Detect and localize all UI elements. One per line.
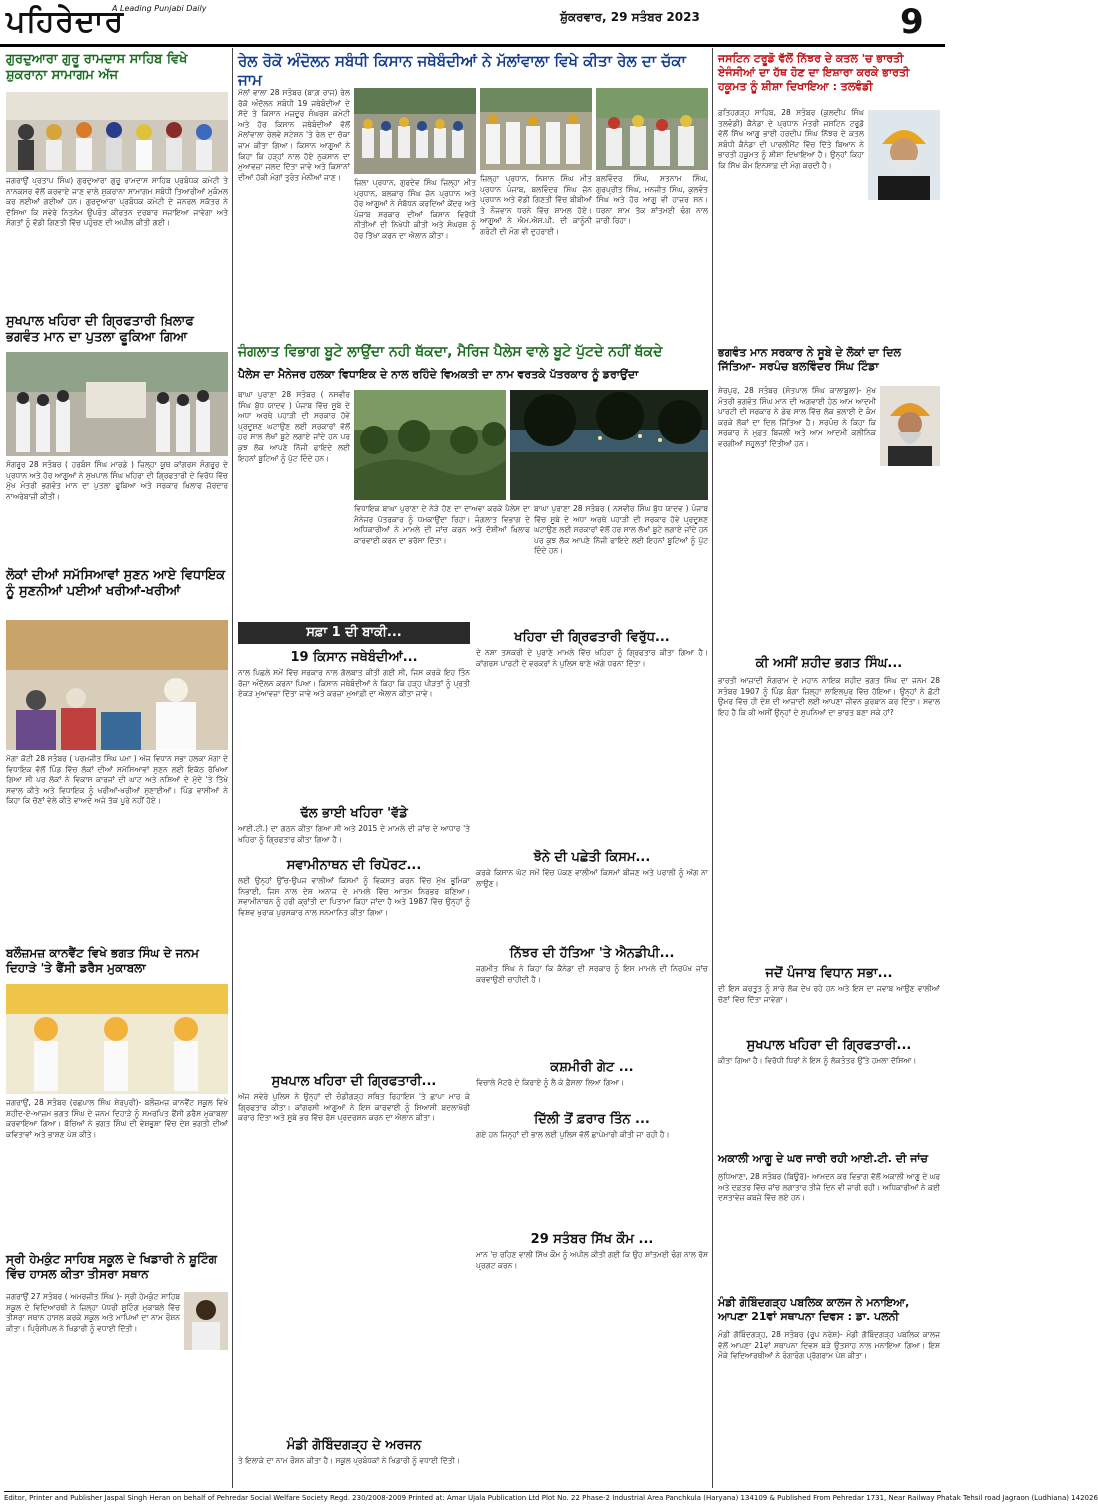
- article-mla-text: ਮੋਗਾ ਕੋਟੀ 28 ਸਤੰਬਰ ( ਪਰਮਜੀਤ ਸਿੰਘ ਪਮਾ ) ਅੱਜ ਵਿਧਾਨ ਸਭਾ ਹਲਕਾ ਮੋਗਾ ਦੇ ਵਿਧਾਇਕ ਵੱਲੋਂ ਪਿੰਡ ਵਿੱਚ ਲੋਕਾਂ ਦੀਆਂ ਸਮੱਸਿਆਵਾਂ ਸੁਣਨ ਲਈ ਇਕੱਠ ਰੱਖਿਆ ਗਿਆ ਸੀ ਪਰ ਲੋਕਾਂ ਨੇ ਵਿਕਾਸ ਕਾਰਜਾਂ ਦੀ ਘਾਟ ਅਤੇ ਨਸ਼ਿਆਂ ਦੇ ਮੁੱਦੇ 'ਤੇ ਤਿੱਖੇ ਸਵਾਲ ਕੀਤੇ ਅਤੇ ਵਿਧਾਇਕ ਨੂੰ ਖਰੀਆਂ-ਖਰੀਆਂ ਸੁਣਾਈਆਂ। ਪਿੰਡ ਵਾਸੀਆਂ ਨੇ ਕਿਹਾ ਕਿ ਚੋਣਾਂ ਵੇਲੇ ਕੀਤੇ ਵਾਅਦੇ ਅਜੇ ਤੱਕ ਪੂਰੇ ਨਹੀਂ ਹੋਏ।: [6, 754, 228, 806]
- headline-bhagat-singh: ਕੀ ਅਸੀਂ ਸ਼ਹੀਦ ਭਗਤ ਸਿੰਘ...: [755, 656, 903, 671]
- lead-text-col1: ਮੱਲਾਂ ਵਾਲਾ 28 ਸਤੰਬਰ (ਬਾਗ਼ ਰਾਜ) ਰੇਲ ਰੋਕੋ ਅੰਦੋਲਨ ਸਬੰਧੀ 19 ਜਥੇਬੰਦੀਆਂ ਦੇ ਸੱਦੇ ਤੇ ਕਿਸਾਨ ਮਜ਼ਦੂਰ ਸੰਘਰਸ਼ ਕਮੇਟੀ ਅਤੇ ਹੋਰ ਕਿਸਾਨ ਜਥੇਬੰਦੀਆਂ ਵੱਲੋਂ ਮੱਲਾਂਵਾਲਾ ਰੇਲਵੇ ਸਟੇਸ਼ਨ 'ਤੇ ਰੇਲ ਦਾ ਚੱਕਾ ਜਾਮ ਕੀਤਾ ਗਿਆ। ਕਿਸਾਨ ਆਗੂਆਂ ਨੇ ਕਿਹਾ ਕਿ ਹੜ੍ਹਾਂ ਨਾਲ ਹੋਏ ਨੁਕਸਾਨ ਦਾ ਮੁਆਵਜ਼ਾ ਜਲਦ ਦਿੱਤਾ ਜਾਵੇ ਅਤੇ ਕਿਸਾਨਾਂ ਦੀਆਂ ਹੱਕੀ ਮੰਗਾਂ ਤੁਰੰਤ ਮੰਨੀਆਂ ਜਾਣ।: [238, 88, 350, 182]
- masthead-tagline: A Leading Punjabi Daily: [112, 4, 207, 13]
- cont-text-khaira: ਆਈ.ਟੀ.) ਦਾ ਗਠਨ ਕੀਤਾ ਗਿਆ ਸੀ ਅਤੇ 2015 ਦੇ ਮਾਮਲੇ ਦੀ ਜਾਂਚ ਦੇ ਆਧਾਰ 'ਤੇ ਖਹਿਰਾ ਨੂੰ ਗ੍ਰਿਫਤਾਰ ਕੀਤਾ ਗਿਆ ਹੈ।: [238, 824, 470, 844]
- issue-date: ਸ਼ੁੱਕਰਵਾਰ, 29 ਸਤੰਬਰ 2023: [560, 10, 700, 24]
- cont-text-kashmiri-gate: ਵਿਚਾਲੇ ਮੈਟਰੋ ਦੇ ਕਿਰਾਏ ਨੂੰ ਲੈ ਕੇ ਫ਼ੈਸਲਾ ਲਿਆ ਗਿਆ।: [476, 1078, 625, 1087]
- cont-headline-farmers: 19 ਕਿਸਾਨ ਜਥੇਬੰਦੀਆਂ...: [290, 650, 418, 665]
- headline-effigy-burning: ਸੁਖਪਾਲ ਖਹਿਰਾ ਦੀ ਗ੍ਰਿਫਤਾਰੀ ਖ਼ਿਲਾਫ ਭਗਵੰਤ ਮਾਨ ਦਾ ਪੁਤਲਾ ਫੂਕਿਆ ਗਿਆ: [6, 314, 194, 346]
- forest-text-col1: ਬਾਘਾ ਪੁਰਾਣਾ 28 ਸਤੰਬਰ ( ਨਸਵੀਰ ਸਿੰਘ ਬੁੱਧ ਯਾਦਵ ) ਪੰਜਾਬ ਵਿੱਚ ਸੂਬੇ ਦੇ ਅਧਾ ਅਰਥੇ ਪਹਾੜੀ ਦੀ ਸਰਕਾਰ ਹੋਵੇ ਪ੍ਰਦੂਸ਼ਣ ਘਟਾਉਣ ਲਈ ਸਰਕਾਰਾਂ ਵੱਲੋਂ ਹਰ ਸਾਲ ਲੱਖਾਂ ਬੂਟੇ ਲਗਾਏ ਜਾਂਦੇ ਹਨ ਪਰ ਕੁਝ ਲੋਕ ਆਪਣੇ ਨਿੱਜੀ ਫਾਇਦੇ ਲਈ ਇਹਨਾਂ ਬੂਟਿਆਂ ਨੂੰ ਪੁੱਟ ਦਿੰਦੇ ਹਨ।: [238, 390, 350, 463]
- article-shooting-text: ਜਗਰਾਉਂ 27 ਸਤੰਬਰ ( ਅਮਰਜੀਤ ਸਿੰਘ )- ਸ੍ਰੀ ਹੇਮਕੁੰਟ ਸਾਹਿਬ ਸਕੂਲ ਦੇ ਵਿਦਿਆਰਥੀ ਨੇ ਜ਼ਿਲ੍ਹਾ ਪੱਧਰੀ ਸ਼ੂਟਿੰਗ ਮੁਕਾਬਲੇ ਵਿੱਚ ਤੀਸਰਾ ਸਥਾਨ ਹਾਸਲ ਕਰਕੇ ਸਕੂਲ ਅਤੇ ਮਾਪਿਆਂ ਦਾ ਨਾਮ ਰੌਸ਼ਨ ਕੀਤਾ। ਪ੍ਰਿੰਸੀਪਲ ਨੇ ਖਿਡਾਰੀ ਨੂੰ ਵਧਾਈ ਦਿੱਤੀ।: [6, 1292, 180, 1333]
- cont-headline-khaira-arrest: ਸੁਖਪਾਲ ਖਹਿਰਾ ਦੀ ਗ੍ਰਿਫਤਾਰੀ...: [271, 1074, 437, 1089]
- headline-fancy-dress: ਬਲੌਜ਼ਮਜ਼ ਕਾਨਵੈਂਟ ਵਿਖੇ ਭਗਤ ਸਿੰਘ ਦੇ ਜਨਮ ਦਿਹਾੜੇ 'ਤੇ ਫੈਂਸੀ ਡਰੈਸ ਮੁਕਾਬਲਾ: [6, 946, 199, 975]
- column-divider: [232, 48, 233, 1488]
- article-fancy-dress-text: ਜਗਰਾਉਂ, 28 ਸਤੰਬਰ (ਰਛਪਾਲ ਸਿੰਘ ਸ਼ੇਰਪੁਰੀ)- ਬਲੌਜ਼ਮਜ਼ ਕਾਨਵੈਂਟ ਸਕੂਲ ਵਿਖੇ ਸ਼ਹੀਦ-ਏ-ਆਜ਼ਮ ਭਗਤ ਸਿੰਘ ਦੇ ਜਨਮ ਦਿਹਾੜੇ ਨੂੰ ਸਮਰਪਿਤ ਫੈਂਸੀ ਡਰੈਸ ਮੁਕਾਬਲਾ ਕਰਵਾਇਆ ਗਿਆ। ਬੱਚਿਆਂ ਨੇ ਭਗਤ ਸਿੰਘ ਦੀ ਵੇਸ਼ਭੂਸ਼ਾ ਵਿੱਚ ਦੇਸ਼ ਭਗਤੀ ਦੀਆਂ ਕਵਿਤਾਵਾਂ ਅਤੇ ਭਾਸ਼ਣ ਪੇਸ਼ ਕੀਤੇ।: [6, 1098, 228, 1139]
- photo-fancy-dress: [6, 984, 228, 1094]
- cont-headline-kashmiri-gate: ਕਸ਼ਮੀਰੀ ਗੇਟ ...: [550, 1060, 634, 1075]
- cont-text-delhi-escape: ਗਏ ਹਨ ਜਿਨ੍ਹਾਂ ਦੀ ਭਾਲ ਲਈ ਪੁਲਿਸ ਵੱਲੋਂ ਛਾਪੇਮਾਰੀ ਕੀਤੀ ਜਾ ਰਹੀ ਹੈ।: [476, 1130, 670, 1139]
- lead-text-col2: ਜ਼ਿਲਾ ਪ੍ਰਧਾਨ, ਗੁਰਦੇਵ ਸਿੰਘ ਜ਼ਿਲ੍ਹਾ ਮੀਤ ਪ੍ਰਧਾਨ, ਬਲਕਾਰ ਸਿੰਘ ਜ਼ੋਨ ਪ੍ਰਧਾਨ ਅਤੇ ਹੋਰ ਆਗੂਆਂ ਨੇ ਸੰਬੋਧਨ ਕਰਦਿਆਂ ਕੇਂਦਰ ਅਤੇ ਪੰਜਾਬ ਸਰਕਾਰ ਦੀਆਂ ਕਿਸਾਨ ਵਿਰੋਧੀ ਨੀਤੀਆਂ ਦੀ ਨਿਖੇਧੀ ਕੀਤੀ ਅਤੇ ਸੰਘਰਸ਼ ਨੂੰ ਹੋਰ ਤਿੱਖਾ ਕਰਨ ਦਾ ਐਲਾਨ ਕੀਤਾ।: [354, 178, 476, 240]
- photo-sarpanch: [880, 386, 940, 466]
- continued-from-page1-banner: ਸਫ਼ਾ 1 ਦੀ ਬਾਕੀ...: [238, 622, 470, 644]
- cont-text-khaira-protest: ਦੇ ਨਸ਼ਾ ਤਸਕਰੀ ਦੇ ਪੁਰਾਣੇ ਮਾਮਲੇ ਵਿੱਚ ਖਹਿਰਾ ਨੂੰ ਗ੍ਰਿਫਤਾਰ ਕੀਤਾ ਗਿਆ ਹੈ। ਕਾਂਗਰਸ ਪਾਰਟੀ ਦੇ ਵਰਕਰਾਂ ਨੇ ਪੁਲਿਸ ਥਾਣੇ ਅੱਗੇ ਧਰਨਾ ਦਿੱਤਾ।: [476, 648, 708, 668]
- headline-khaira-right: ਸੁਖਪਾਲ ਖਹਿਰਾ ਦੀ ਗ੍ਰਿਫਤਾਰੀ...: [746, 1038, 912, 1053]
- photo-mla-gathering: [6, 620, 228, 750]
- headline-mla-questions: ਲੋਕਾਂ ਦੀਆਂ ਸਮੱਸਿਆਵਾਂ ਸੁਣਨ ਆਏ ਵਿਧਾਇਕ ਨੂੰ ਸੁਣਨੀਆਂ ਪਈਆਂ ਖਰੀਆਂ-ਖਰੀਆਂ: [6, 568, 226, 600]
- column-divider: [712, 48, 713, 1488]
- cont-text-nijjar-ndp: ਜਗਮੀਤ ਸਿੰਘ ਨੇ ਕਿਹਾ ਕਿ ਕੈਨੇਡਾ ਦੀ ਸਰਕਾਰ ਨੂੰ ਇਸ ਮਾਮਲੇ ਦੀ ਨਿਰਪੱਖ ਜਾਂਚ ਕਰਵਾਉਣੀ ਚਾਹੀਦੀ ਹੈ।: [476, 964, 708, 984]
- photo-forest-night: [510, 390, 708, 500]
- headline-college-foundation-day: ਮੰਡੀ ਗੋਬਿੰਦਗੜ੍ਹ ਪਬਲਿਕ ਕਾਲਜ ਨੇ ਮਨਾਇਆ, ਆਪਣਾ 21ਵਾਂ ਸਥਾਪਨਾ ਦਿਵਸ : ਡਾ. ਪਲਨੀ: [718, 1296, 910, 1323]
- cont-text-swaminathan: ਲਈ ਉਨ੍ਹਾਂ ਉੱਚ-ਉਪਜ ਵਾਲੀਆਂ ਕਿਸਮਾਂ ਨੂੰ ਵਿਕਸਤ ਕਰਨ ਵਿੱਚ ਮੁੱਖ ਭੂਮਿਕਾ ਨਿਭਾਈ, ਜਿਸ ਨਾਲ ਦੇਸ਼ ਅਨਾਜ ਦੇ ਮਾਮਲੇ ਵਿੱਚ ਆਤਮ ਨਿਰਭਰ ਬਣਿਆ। ਸਵਾਮੀਨਾਥਨ ਨੂੰ ਹਰੀ ਕ੍ਰਾਂਤੀ ਦਾ ਪਿਤਾਮਾ ਕਿਹਾ ਜਾਂਦਾ ਹੈ ਅਤੇ 1987 ਵਿੱਚ ਉਨ੍ਹਾਂ ਨੂੰ ਵਿਸ਼ਵ ਖੁਰਾਕ ਪੁਰਸਕਾਰ ਨਾਲ ਸਨਮਾਨਿਤ ਕੀਤਾ ਗਿਆ।: [238, 876, 470, 917]
- article-khaira-right-text: ਕੀਤਾ ਗਿਆ ਹੈ। ਵਿਰੋਧੀ ਧਿਰਾਂ ਨੇ ਇਸ ਨੂੰ ਲੋਕਤੰਤਰ ਉੱਤੇ ਹਮਲਾ ਦੱਸਿਆ।: [718, 1056, 917, 1065]
- photo-gurdwara-meeting: [6, 92, 228, 172]
- forest-text-col2: ਵਿਧਾਇਕ ਬਾਘਾ ਪੁਰਾਣਾ ਦੇ ਨੇੜੇ ਹੋਣ ਦਾ ਦਾਅਵਾ ਕਰਕੇ ਪੈਲੇਸ ਦਾ ਮੈਨੇਜਰ ਪੱਤਰਕਾਰ ਨੂੰ ਧਮਕਾਉਂਦਾ ਰਿਹਾ। ਜੰਗਲਾਤ ਵਿਭਾਗ ਦੇ ਅਧਿਕਾਰੀਆਂ ਨੇ ਮਾਮਲੇ ਦੀ ਜਾਂਚ ਕਰਨ ਅਤੇ ਦੋਸ਼ੀਆਂ ਖ਼ਿਲਾਫ ਕਾਰਵਾਈ ਕਰਨ ਦਾ ਭਰੋਸਾ ਦਿੱਤਾ।: [354, 504, 530, 545]
- headline-shooting: ਸ੍ਰੀ ਹੇਮਕੁੰਟ ਸਾਹਿਬ ਸਕੂਲ ਦੇ ਖਿਡਾਰੀ ਨੇ ਸ਼ੂਟਿੰਗ ਵਿੱਚ ਹਾਸਲ ਕੀਤਾ ਤੀਸਰਾ ਸਥਾਨ: [6, 1252, 217, 1281]
- cont-headline-khaira-protest: ਖਹਿਰਾ ਦੀ ਗ੍ਰਿਫਤਾਰੀ ਵਿਰੁੱਧ...: [514, 630, 670, 645]
- cont-text-farmers: ਨਾਲ ਪਿਛਲੇ ਸਮੇਂ ਵਿੱਚ ਸਰਕਾਰ ਨਾਲ ਗੱਲਬਾਤ ਕੀਤੀ ਗਈ ਸੀ, ਜਿਸ ਕਰਕੇ ਇਹ ਤਿੰਨ ਰੋਜ਼ਾ ਅੰਦੋਲਨ ਕਰਨਾ ਪਿਆ। ਕਿਸਾਨ ਜਥੇਬੰਦੀਆਂ ਨੇ ਕਿਹਾ ਕਿ ਹੜ੍ਹ ਪੀੜਤਾਂ ਨੂੰ ਪ੍ਰਤੀ ਏਕੜ ਮੁਆਵਜ਼ਾ ਦਿੱਤਾ ਜਾਵੇ ਅਤੇ ਕਰਜ਼ਾ ਮੁਆਫ਼ੀ ਦਾ ਐਲਾਨ ਕੀਤਾ ਜਾਵੇ।: [238, 668, 470, 699]
- photo-rail-protest-2: [480, 88, 592, 170]
- cont-text-gobindgarh: ਤੇ ਇਲਾਕੇ ਦਾ ਨਾਮ ਰੌਸ਼ਨ ਕੀਤਾ ਹੈ। ਸਕੂਲ ਪ੍ਰਬੰਧਕਾਂ ਨੇ ਖਿਡਾਰੀ ਨੂੰ ਵਧਾਈ ਦਿੱਤੀ।: [238, 1456, 460, 1465]
- photo-talwandi: [868, 110, 940, 200]
- lead-text-col4: ਬਲਵਿੰਦਰ ਸਿੰਘ, ਸਤਨਾਮ ਸਿੰਘ, ਗੁਰਪ੍ਰੀਤ ਸਿੰਘ, ਮਨਜੀਤ ਸਿੰਘ, ਕੁਲਵੰਤ ਸਿੰਘ ਅਤੇ ਹੋਰ ਆਗੂ ਵੀ ਹਾਜ਼ਰ ਸਨ। ਧਰਨਾ ਸ਼ਾਮ ਤੱਕ ਸ਼ਾਂਤਮਈ ਢੰਗ ਨਾਲ ਜਾਰੀ ਰਿਹਾ।: [596, 174, 708, 226]
- headline-trudeau: ਜਸਟਿਨ ਟਰੂਡੋ ਵੱਲੋਂ ਨਿੱਝਰ ਦੇ ਕਤਲ 'ਚ ਭਾਰਤੀ ਏਜੰਸੀਆਂ ਦਾ ਹੱਥ ਹੋਣ ਦਾ ਇਸ਼ਾਰਾ ਕਰਕੇ ਭਾਰਤੀ ਹਕੂਮਤ ਨੂੰ ਸ਼ੀਸ਼ਾ ਦਿਖਾਇਆ : ਤਲਵੰਡੀ: [718, 52, 910, 93]
- headline-it-raid: ਅਕਾਲੀ ਆਗੂ ਦੇ ਘਰ ਜਾਰੀ ਰਹੀ ਆਈ.ਟੀ. ਦੀ ਜਾਂਚ: [718, 1152, 928, 1165]
- article-sarpanch-text: ਸ਼ੇਰਪੁਰ, 28 ਸਤੰਬਰ (ਸੰਤਪਾਲ ਸਿੰਘ ਕਾਲਾਬੂਲਾ)- ਮੁੱਖ ਮੰਤਰੀ ਭਗਵੰਤ ਸਿੰਘ ਮਾਨ ਦੀ ਅਗਵਾਈ ਹੇਠ ਆਮ ਆਦਮੀ ਪਾਰਟੀ ਦੀ ਸਰਕਾਰ ਨੇ ਡੇਢ ਸਾਲ ਵਿੱਚ ਲੋਕ ਭਲਾਈ ਦੇ ਕੰਮ ਕਰਕੇ ਲੋਕਾਂ ਦਾ ਦਿਲ ਜਿੱਤਿਆ ਹੈ। ਸਰਪੰਚ ਨੇ ਕਿਹਾ ਕਿ ਸਰਕਾਰ ਨੇ ਮੁਫ਼ਤ ਬਿਜਲੀ ਅਤੇ ਆਮ ਆਦਮੀ ਕਲੀਨਿਕ ਵਰਗੀਆਂ ਸਹੂਲਤਾਂ ਦਿੱਤੀਆਂ ਹਨ।: [718, 386, 876, 448]
- article-gurdwara-text: ਜਗਰਾਉਂ ਪ੍ਰਤਾਪ ਸਿੰਘ) ਗੁਰਦੁਆਰਾ ਗੁਰੂ ਰਾਮਦਾਸ ਸਾਹਿਬ ਪ੍ਰਬੰਧਕ ਕਮੇਟੀ ਤੇ ਨਾਨਕਸਰ ਵੱਲੋਂ ਕਰਵਾਏ ਜਾਣ ਵਾਲੇ ਸ਼ੁਕਰਾਨਾ ਸਾਮਾਗਮ ਸਬੰਧੀ ਤਿਆਰੀਆਂ ਮੁਕੰਮਲ ਕਰ ਲਈਆਂ ਗਈਆਂ ਹਨ। ਗੁਰਦੁਆਰਾ ਪ੍ਰਬੰਧਕ ਕਮੇਟੀ ਦੇ ਜਨਰਲ ਸਕੱਤਰ ਨੇ ਦੱਸਿਆ ਕਿ ਸਵੇਰੇ ਨਿਤਨੇਮ ਉਪਰੰਤ ਕੀਰਤਨ ਦਰਬਾਰ ਸਜਾਇਆ ਜਾਵੇਗਾ ਅਤੇ ਸੰਗਤਾਂ ਨੂੰ ਵੱਡੀ ਗਿਣਤੀ ਵਿੱਚ ਪਹੁੰਚਣ ਦੀ ਅਪੀਲ ਕੀਤੀ ਗਈ।: [6, 176, 228, 228]
- cont-headline-nijjar-ndp: ਨਿੱਝਰ ਦੀ ਹੱਤਿਆ 'ਤੇ ਐਨਡੀਪੀ...: [509, 946, 675, 961]
- photo-rail-protest-1: [354, 88, 476, 174]
- forest-headline: ਜੰਗਲਾਤ ਵਿਭਾਗ ਬੂਟੇ ਲਾਉਂਦਾ ਨਹੀ ਥੱਕਦਾ, ਮੈਰਿਜ ਪੈਲੇਸ ਵਾਲੇ ਬੂਟੇ ਪੁੱਟਦੇ ਨਹੀਂ ਥੱਕਦੇ: [238, 344, 663, 360]
- photo-shooter-student: [184, 1292, 228, 1350]
- cont-text-khaira-arrest: ਅੱਜ ਸਵੇਰੇ ਪੁਲਿਸ ਨੇ ਉਨ੍ਹਾਂ ਦੀ ਚੰਡੀਗੜ੍ਹ ਸਥਿਤ ਰਿਹਾਇਸ਼ 'ਤੇ ਛਾਪਾ ਮਾਰ ਕੇ ਗ੍ਰਿਫਤਾਰ ਕੀਤਾ। ਕਾਂਗਰਸੀ ਆਗੂਆਂ ਨੇ ਇਸ ਕਾਰਵਾਈ ਨੂੰ ਸਿਆਸੀ ਬਦਲਾਖੋਰੀ ਕਰਾਰ ਦਿੱਤਾ ਅਤੇ ਸੂਬੇ ਭਰ ਵਿੱਚ ਰੋਸ ਪ੍ਰਦਰਸ਼ਨ ਕਰਨ ਦਾ ਐਲਾਨ ਕੀਤਾ।: [238, 1092, 470, 1123]
- forest-subheadline: ਪੈਲੇਸ ਦਾ ਮੈਨੇਜਰ ਹਲਕਾ ਵਿਧਾਇਕ ਦੇ ਨਾਲ ਰਹਿੰਦੇ ਵਿਅਕਤੀ ਦਾ ਨਾਮ ਵਰਤਕੇ ਪੱਤਰਕਾਰ ਨੂੰ ਡਰਾਉਂਦਾ: [238, 368, 639, 381]
- headline-sarpanch: ਭਗਵੰਤ ਮਾਨ ਸਰਕਾਰ ਨੇ ਸੂਬੇ ਦੇ ਲੋਕਾਂ ਦਾ ਦਿਲ ਜਿੱਤਿਆ- ਸਰਪੰਚ ਬਲਵਿੰਦਰ ਸਿੰਘ ਟਿੰਡਾ: [718, 346, 901, 373]
- article-bhagat-singh-text: ਭਾਰਤੀ ਆਜ਼ਾਦੀ ਸੰਗਰਾਮ ਦੇ ਮਹਾਨ ਨਾਇਕ ਸ਼ਹੀਦ ਭਗਤ ਸਿੰਘ ਦਾ ਜਨਮ 28 ਸਤੰਬਰ 1907 ਨੂੰ ਪਿੰਡ ਬੰਗਾ ਜ਼ਿਲ੍ਹਾ ਲਾਇਲਪੁਰ ਵਿੱਚ ਹੋਇਆ। ਉਨ੍ਹਾਂ ਨੇ ਛੋਟੀ ਉਮਰ ਵਿੱਚ ਹੀ ਦੇਸ਼ ਦੀ ਆਜ਼ਾਦੀ ਲਈ ਆਪਣਾ ਜੀਵਨ ਕੁਰਬਾਨ ਕਰ ਦਿੱਤਾ। ਸਵਾਲ ਇਹ ਹੈ ਕਿ ਕੀ ਅਸੀਂ ਉਨ੍ਹਾਂ ਦੇ ਸੁਪਨਿਆਂ ਦਾ ਭਾਰਤ ਬਣਾ ਸਕੇ ਹਾਂ?: [718, 676, 940, 717]
- lead-headline: ਰੇਲ ਰੋਕੋ ਅੰਦੋਲਨ ਸਬੰਧੀ ਕਿਸਾਨ ਜਥੇਬੰਦੀਆਂ ਨੇ ਮੱਲਾਂਵਾਲਾ ਵਿਖੇ ਕੀਤਾ ਰੇਲ ਦਾ ਚੱਕਾ ਜਾਮ: [238, 52, 686, 89]
- cont-text-sikh-kaum: ਮਾਨ 'ਚ ਰਹਿਣ ਵਾਲੀ ਸਿੱਖ ਕੌਮ ਨੂੰ ਅਪੀਲ ਕੀਤੀ ਗਈ ਕਿ ਉਹ ਸ਼ਾਂਤਮਈ ਢੰਗ ਨਾਲ ਰੋਸ ਪ੍ਰਗਟ ਕਰਨ।: [476, 1250, 708, 1270]
- cont-headline-swaminathan: ਸਵਾਮੀਨਾਥਨ ਦੀ ਰਿਪੋਰਟ...: [286, 858, 422, 873]
- article-effigy-text: ਸੰਗਰੂਰ 28 ਸਤੰਬਰ ( ਹਰਬੰਸ ਸਿੰਘ ਮਾਰਡੇ ) ਜ਼ਿਲ੍ਹਾ ਯੂਥ ਕਾਂਗਰਸ ਸੰਗਰੂਰ ਦੇ ਪ੍ਰਧਾਨ ਅਤੇ ਹੋਰ ਆਗੂਆਂ ਨੇ ਸੁਖਪਾਲ ਸਿੰਘ ਖਹਿਰਾ ਦੀ ਗ੍ਰਿਫਤਾਰੀ ਦੇ ਵਿਰੋਧ ਵਿੱਚ ਮੁੱਖ ਮੰਤਰੀ ਭਗਵੰਤ ਮਾਨ ਦਾ ਪੁਤਲਾ ਫੂਕਿਆ ਅਤੇ ਸਰਕਾਰ ਖ਼ਿਲਾਫ ਜ਼ੋਰਦਾਰ ਨਾਅਰੇਬਾਜ਼ੀ ਕੀਤੀ।: [6, 460, 228, 501]
- article-vidhan-sabha-text: ਦੀ ਇਸ ਕਰਤੂਤ ਨੂੰ ਸਾਰੇ ਲੋਕ ਦੇਖ ਰਹੇ ਹਨ ਅਤੇ ਇਸ ਦਾ ਜਵਾਬ ਆਉਣ ਵਾਲੀਆਂ ਚੋਣਾਂ ਵਿੱਚ ਦਿੱਤਾ ਜਾਵੇਗਾ।: [718, 984, 940, 1004]
- forest-text-col3: ਬਾਘਾ ਪੁਰਾਣਾ 28 ਸਤੰਬਰ ( ਨਸਵੀਰ ਸਿੰਘ ਬੁੱਧ ਯਾਦਵ ) ਪੰਜਾਬ ਵਿੱਚ ਸੂਬੇ ਦੇ ਅਧਾ ਅਰਥੇ ਪਹਾੜੀ ਦੀ ਸਰਕਾਰ ਹੋਵੇ ਪ੍ਰਦੂਸ਼ਣ ਘਟਾਉਣ ਲਈ ਸਰਕਾਰਾਂ ਵੱਲੋਂ ਹਰ ਸਾਲ ਲੱਖਾਂ ਬੂਟੇ ਲਗਾਏ ਜਾਂਦੇ ਹਨ ਪਰ ਕੁਝ ਲੋਕ ਆਪਣੇ ਨਿੱਜੀ ਫਾਇਦੇ ਲਈ ਇਹਨਾਂ ਬੂਟਿਆਂ ਨੂੰ ਪੁੱਟ ਦਿੰਦੇ ਹਨ।: [534, 504, 708, 556]
- page-number: 9: [900, 2, 924, 42]
- article-college-text: ਮੰਡੀ ਗੋਬਿੰਦਗੜ੍ਹ, 28 ਸਤੰਬਰ (ਰੂਪ ਨਰੇਸ਼)- ਮੰਡੀ ਗੋਬਿੰਦਗੜ੍ਹ ਪਬਲਿਕ ਕਾਲਜ ਵੱਲੋਂ ਆਪਣਾ 21ਵਾਂ ਸਥਾਪਨਾ ਦਿਵਸ ਬੜੇ ਉਤਸ਼ਾਹ ਨਾਲ ਮਨਾਇਆ ਗਿਆ। ਇਸ ਮੌਕੇ ਵਿਦਿਆਰਥੀਆਂ ਨੇ ਰੰਗਾਰੰਗ ਪ੍ਰੋਗਰਾਮ ਪੇਸ਼ ਕੀਤਾ।: [718, 1330, 940, 1361]
- headline-gurdwara: ਗੁਰਦੁਆਰਾ ਗੁਰੂ ਰਾਮਦਾਸ ਸਾਹਿਬ ਵਿਖੇ ਸ਼ੁਕਰਾਨਾ ਸਾਮਾਗਮ ਅੱਜ: [6, 52, 188, 84]
- lead-text-col3: ਜ਼ਿਲ੍ਹਾ ਪ੍ਰਧਾਨ, ਨਿਸ਼ਾਨ ਸਿੰਘ ਮੀਤ ਪ੍ਰਧਾਨ ਪੰਜਾਬ, ਬਲਵਿੰਦਰ ਸਿੰਘ ਜ਼ੋਨ ਪ੍ਰਧਾਨ ਅਤੇ ਵੱਡੀ ਗਿਣਤੀ ਵਿੱਚ ਬੀਬੀਆਂ ਤੇ ਨੌਜਵਾਨ ਧਰਨੇ ਵਿੱਚ ਸ਼ਾਮਲ ਹੋਏ। ਆਗੂਆਂ ਨੇ ਐਮ.ਐਸ.ਪੀ. ਦੀ ਕਾਨੂੰਨੀ ਗਰੰਟੀ ਦੀ ਮੰਗ ਵੀ ਦੁਹਰਾਈ।: [480, 174, 592, 236]
- headline-vidhan-sabha: ਜਦੋਂ ਪੰਜਾਬ ਵਿਧਾਨ ਸਭਾ...: [765, 966, 893, 981]
- cont-headline-sikh-kaum: 29 ਸਤੰਬਰ ਸਿੱਖ ਕੌਮ ...: [530, 1232, 654, 1247]
- imprint-footer: Editor, Printer and Publisher Jaspal Singh Heran on behalf of Pehredar Social Welfare Society Regd. 230/2008-2009 Printed at: Amar Ujala Publication Ltd Plot No. 22 Phase-2 Industrial Area Panchkula (Haryana) 134109 & Published From Pehredar 1731, Near Railway Phatak Tehsil road Jagraon (Ludhiana) 142026: [4, 1491, 941, 1502]
- article-it-raid-text: ਲੁਧਿਆਣਾ, 28 ਸਤੰਬਰ (ਬਿਊਰੋ)- ਆਮਦਨ ਕਰ ਵਿਭਾਗ ਵੱਲੋਂ ਅਕਾਲੀ ਆਗੂ ਦੇ ਘਰ ਅਤੇ ਦਫ਼ਤਰ ਵਿੱਚ ਜਾਂਚ ਲਗਾਤਾਰ ਤੀਜੇ ਦਿਨ ਵੀ ਜਾਰੀ ਰਹੀ। ਅਧਿਕਾਰੀਆਂ ਨੇ ਕਈ ਦਸਤਾਵੇਜ਼ ਕਬਜ਼ੇ ਵਿੱਚ ਲਏ ਹਨ।: [718, 1172, 940, 1203]
- photo-effigy-protest: [6, 352, 228, 456]
- masthead-title: ਪਹਿਰੇਦਾਰ: [6, 4, 125, 39]
- cont-headline-gobindgarh: ਮੰਡੀ ਗੋਬਿੰਦਗੜ੍ਹ ਦੇ ਅਰਜਨ: [286, 1438, 422, 1453]
- photo-forest-field: [354, 390, 506, 500]
- cont-text-paddy: ਕਰਕੇ ਕਿਸਾਨ ਘੱਟ ਸਮੇਂ ਵਿੱਚ ਪੱਕਣ ਵਾਲੀਆਂ ਕਿਸਮਾਂ ਬੀਜਣ ਅਤੇ ਪਰਾਲੀ ਨੂੰ ਅੱਗ ਨਾ ਲਾਉਣ।: [476, 868, 708, 888]
- masthead-rule: [0, 44, 945, 47]
- article-trudeau-text: ਫ਼ਤਿਹਗੜ੍ਹ ਸਾਹਿਬ, 28 ਸਤੰਬਰ (ਕੁਲਦੀਪ ਸਿੰਘ ਤਲਵੰਡੀ) ਕੈਨੇਡਾ ਦੇ ਪ੍ਰਧਾਨ ਮੰਤਰੀ ਜਸਟਿਨ ਟਰੂਡੋ ਵੱਲੋਂ ਸਿੱਖ ਆਗੂ ਭਾਈ ਹਰਦੀਪ ਸਿੰਘ ਨਿੱਝਰ ਦੇ ਕਤਲ ਸਬੰਧੀ ਕੈਨੇਡਾ ਦੀ ਪਾਰਲੀਮੈਂਟ ਵਿੱਚ ਦਿੱਤੇ ਬਿਆਨ ਨੇ ਭਾਰਤੀ ਹਕੂਮਤ ਨੂੰ ਸ਼ੀਸ਼ਾ ਦਿਖਾਇਆ ਹੈ। ਉਨ੍ਹਾਂ ਕਿਹਾ ਕਿ ਸਿੱਖ ਕੌਮ ਇਨਸਾਫ਼ ਦੀ ਮੰਗ ਕਰਦੀ ਹੈ।: [718, 108, 864, 170]
- cont-headline-khaira: ਢੱਲ ਭਾਈ ਖਹਿਰਾ 'ਵੱਡੇ: [300, 806, 408, 821]
- cont-headline-delhi-escape: ਦਿੱਲੀ ਤੋਂ ਫ਼ਰਾਰ ਤਿੰਨ ...: [534, 1112, 650, 1127]
- photo-rail-protest-3: [596, 88, 708, 170]
- cont-headline-paddy: ਝੋਨੇ ਦੀ ਪਛੇਤੀ ਕਿਸਮ...: [533, 850, 651, 865]
